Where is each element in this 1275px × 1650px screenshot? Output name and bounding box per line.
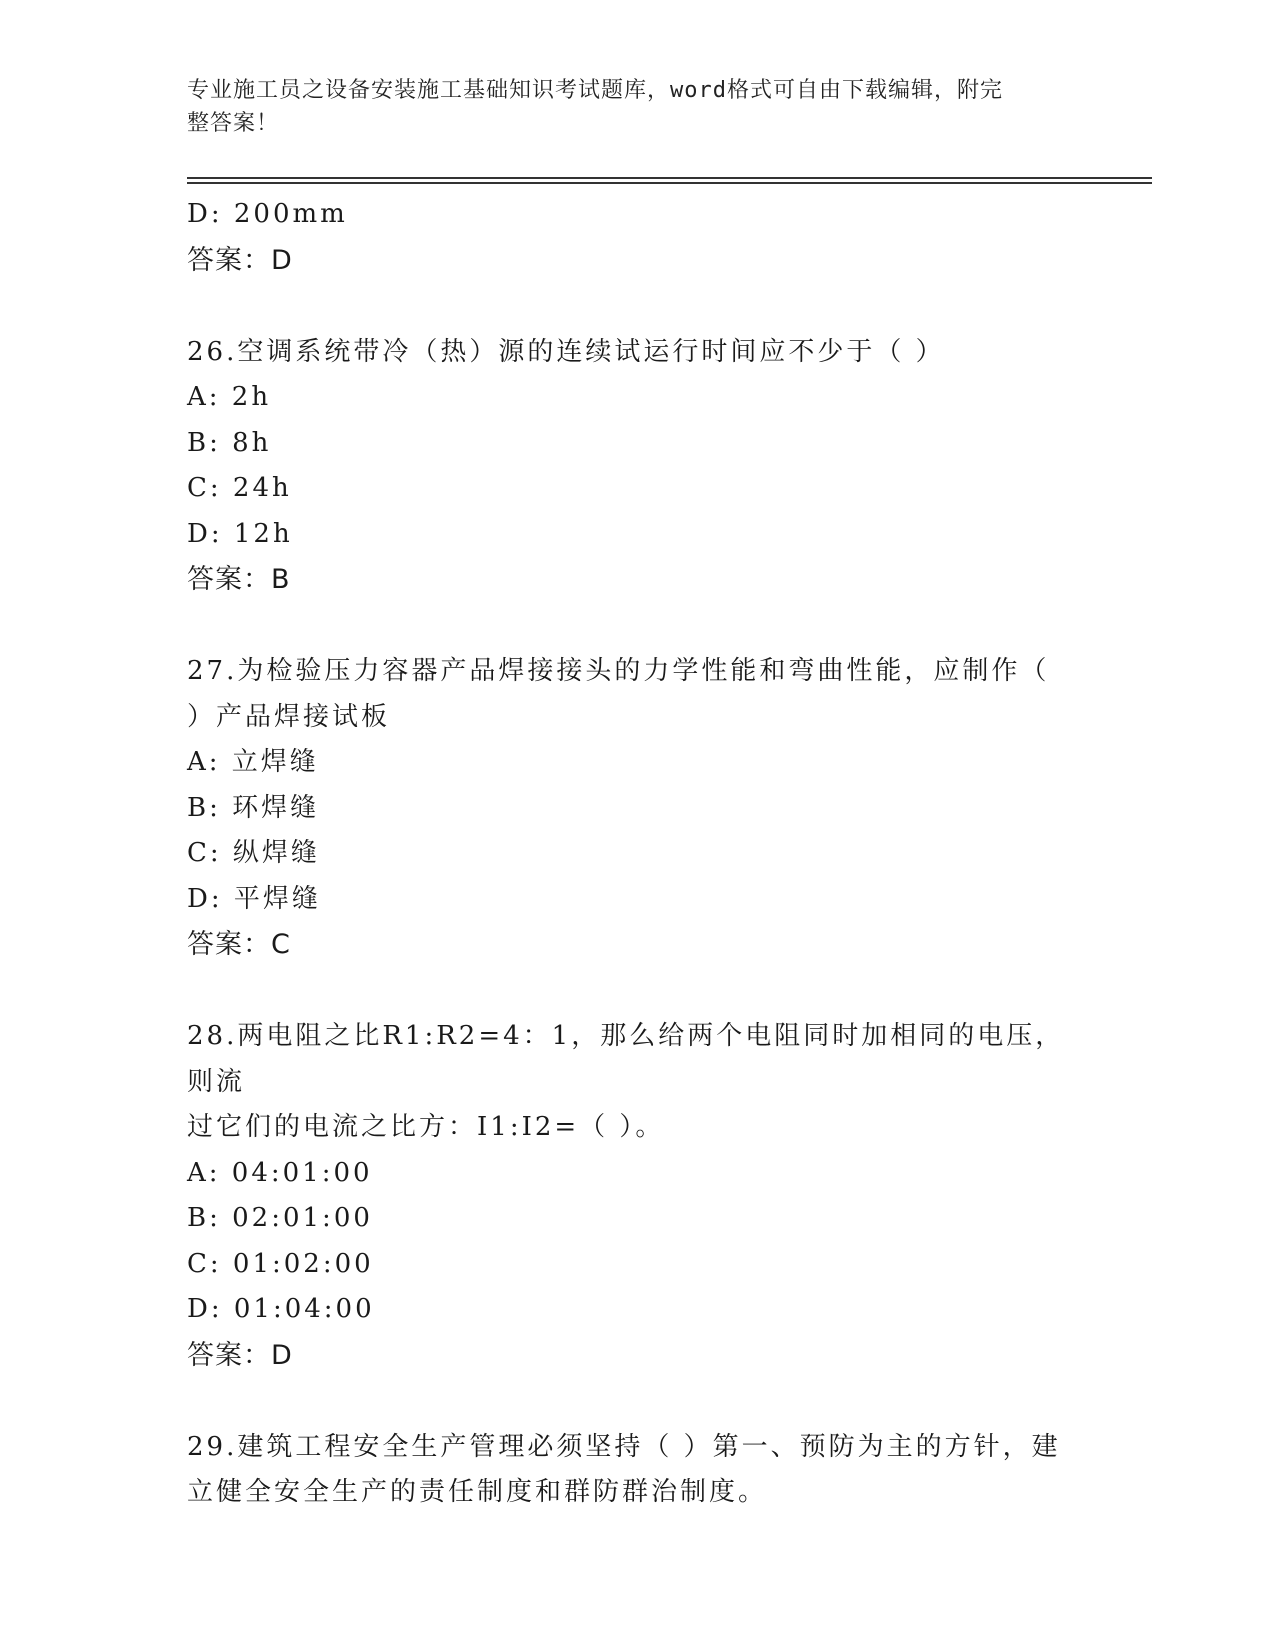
question-text-line-1: 27.为检验压力容器产品焊接接头的力学性能和弯曲性能，应制作（ xyxy=(187,656,1050,686)
question-26 xyxy=(187,330,1087,603)
document-header xyxy=(187,74,1087,140)
answer-line: 答案：D xyxy=(187,244,293,276)
option-a: A: 立焊缝 xyxy=(187,747,319,777)
option-a: A: 04:01:00 xyxy=(187,1157,373,1188)
option-b: B: 02:01:00 xyxy=(187,1203,373,1233)
option-d: D: 200mm xyxy=(187,199,348,229)
question-29 xyxy=(187,1425,1087,1516)
question-text-line-1: 28.两电阻之比R1:R2=4：1，那么给两个电阻同时加相同的电压，则流 xyxy=(187,1021,1065,1097)
option-c: C: 24h xyxy=(187,473,292,503)
header-divider-bottom xyxy=(187,182,1152,184)
option-d: D: 01:04:00 xyxy=(187,1294,375,1324)
option-d: D: 12h xyxy=(187,518,293,549)
question-27 xyxy=(187,649,1087,967)
option-d: D: 平焊缝 xyxy=(187,883,321,914)
header-line-2: 整答案！ xyxy=(187,111,280,136)
question-list xyxy=(187,192,1087,1516)
header-line-1: 专业施工员之设备安装施工基础知识考试题库，word格式可自由下载编辑，附完 xyxy=(187,78,1003,103)
option-c: C: 01:02:00 xyxy=(187,1248,374,1279)
question-28 xyxy=(187,1014,1087,1378)
option-a: A: 2h xyxy=(187,382,272,412)
question-text-line-2: ）产品焊接试板 xyxy=(187,701,391,732)
question-text-line-1: 29.建筑工程安全生产管理必须坚持（ ）第一、预防为主的方针，建 xyxy=(187,1431,1061,1462)
answer-line: 答案：C xyxy=(187,929,291,960)
previous-question-tail xyxy=(187,192,1087,283)
question-text: 26.空调系统带冷（热）源的连续试运行时间应不少于（ ） xyxy=(187,336,945,367)
answer-line: 答案：D xyxy=(187,1339,293,1371)
question-text-line-2: 过它们的电流之比方：I1:I2=（ ）。 xyxy=(187,1112,665,1142)
header-divider-top xyxy=(187,177,1152,179)
answer-line: 答案：B xyxy=(187,564,291,595)
question-text-line-2: 立健全安全生产的责任制度和群防群治制度。 xyxy=(187,1477,768,1507)
option-b: B: 环焊缝 xyxy=(187,792,320,823)
option-b: B: 8h xyxy=(187,427,272,458)
option-c: C: 纵焊缝 xyxy=(187,838,320,868)
